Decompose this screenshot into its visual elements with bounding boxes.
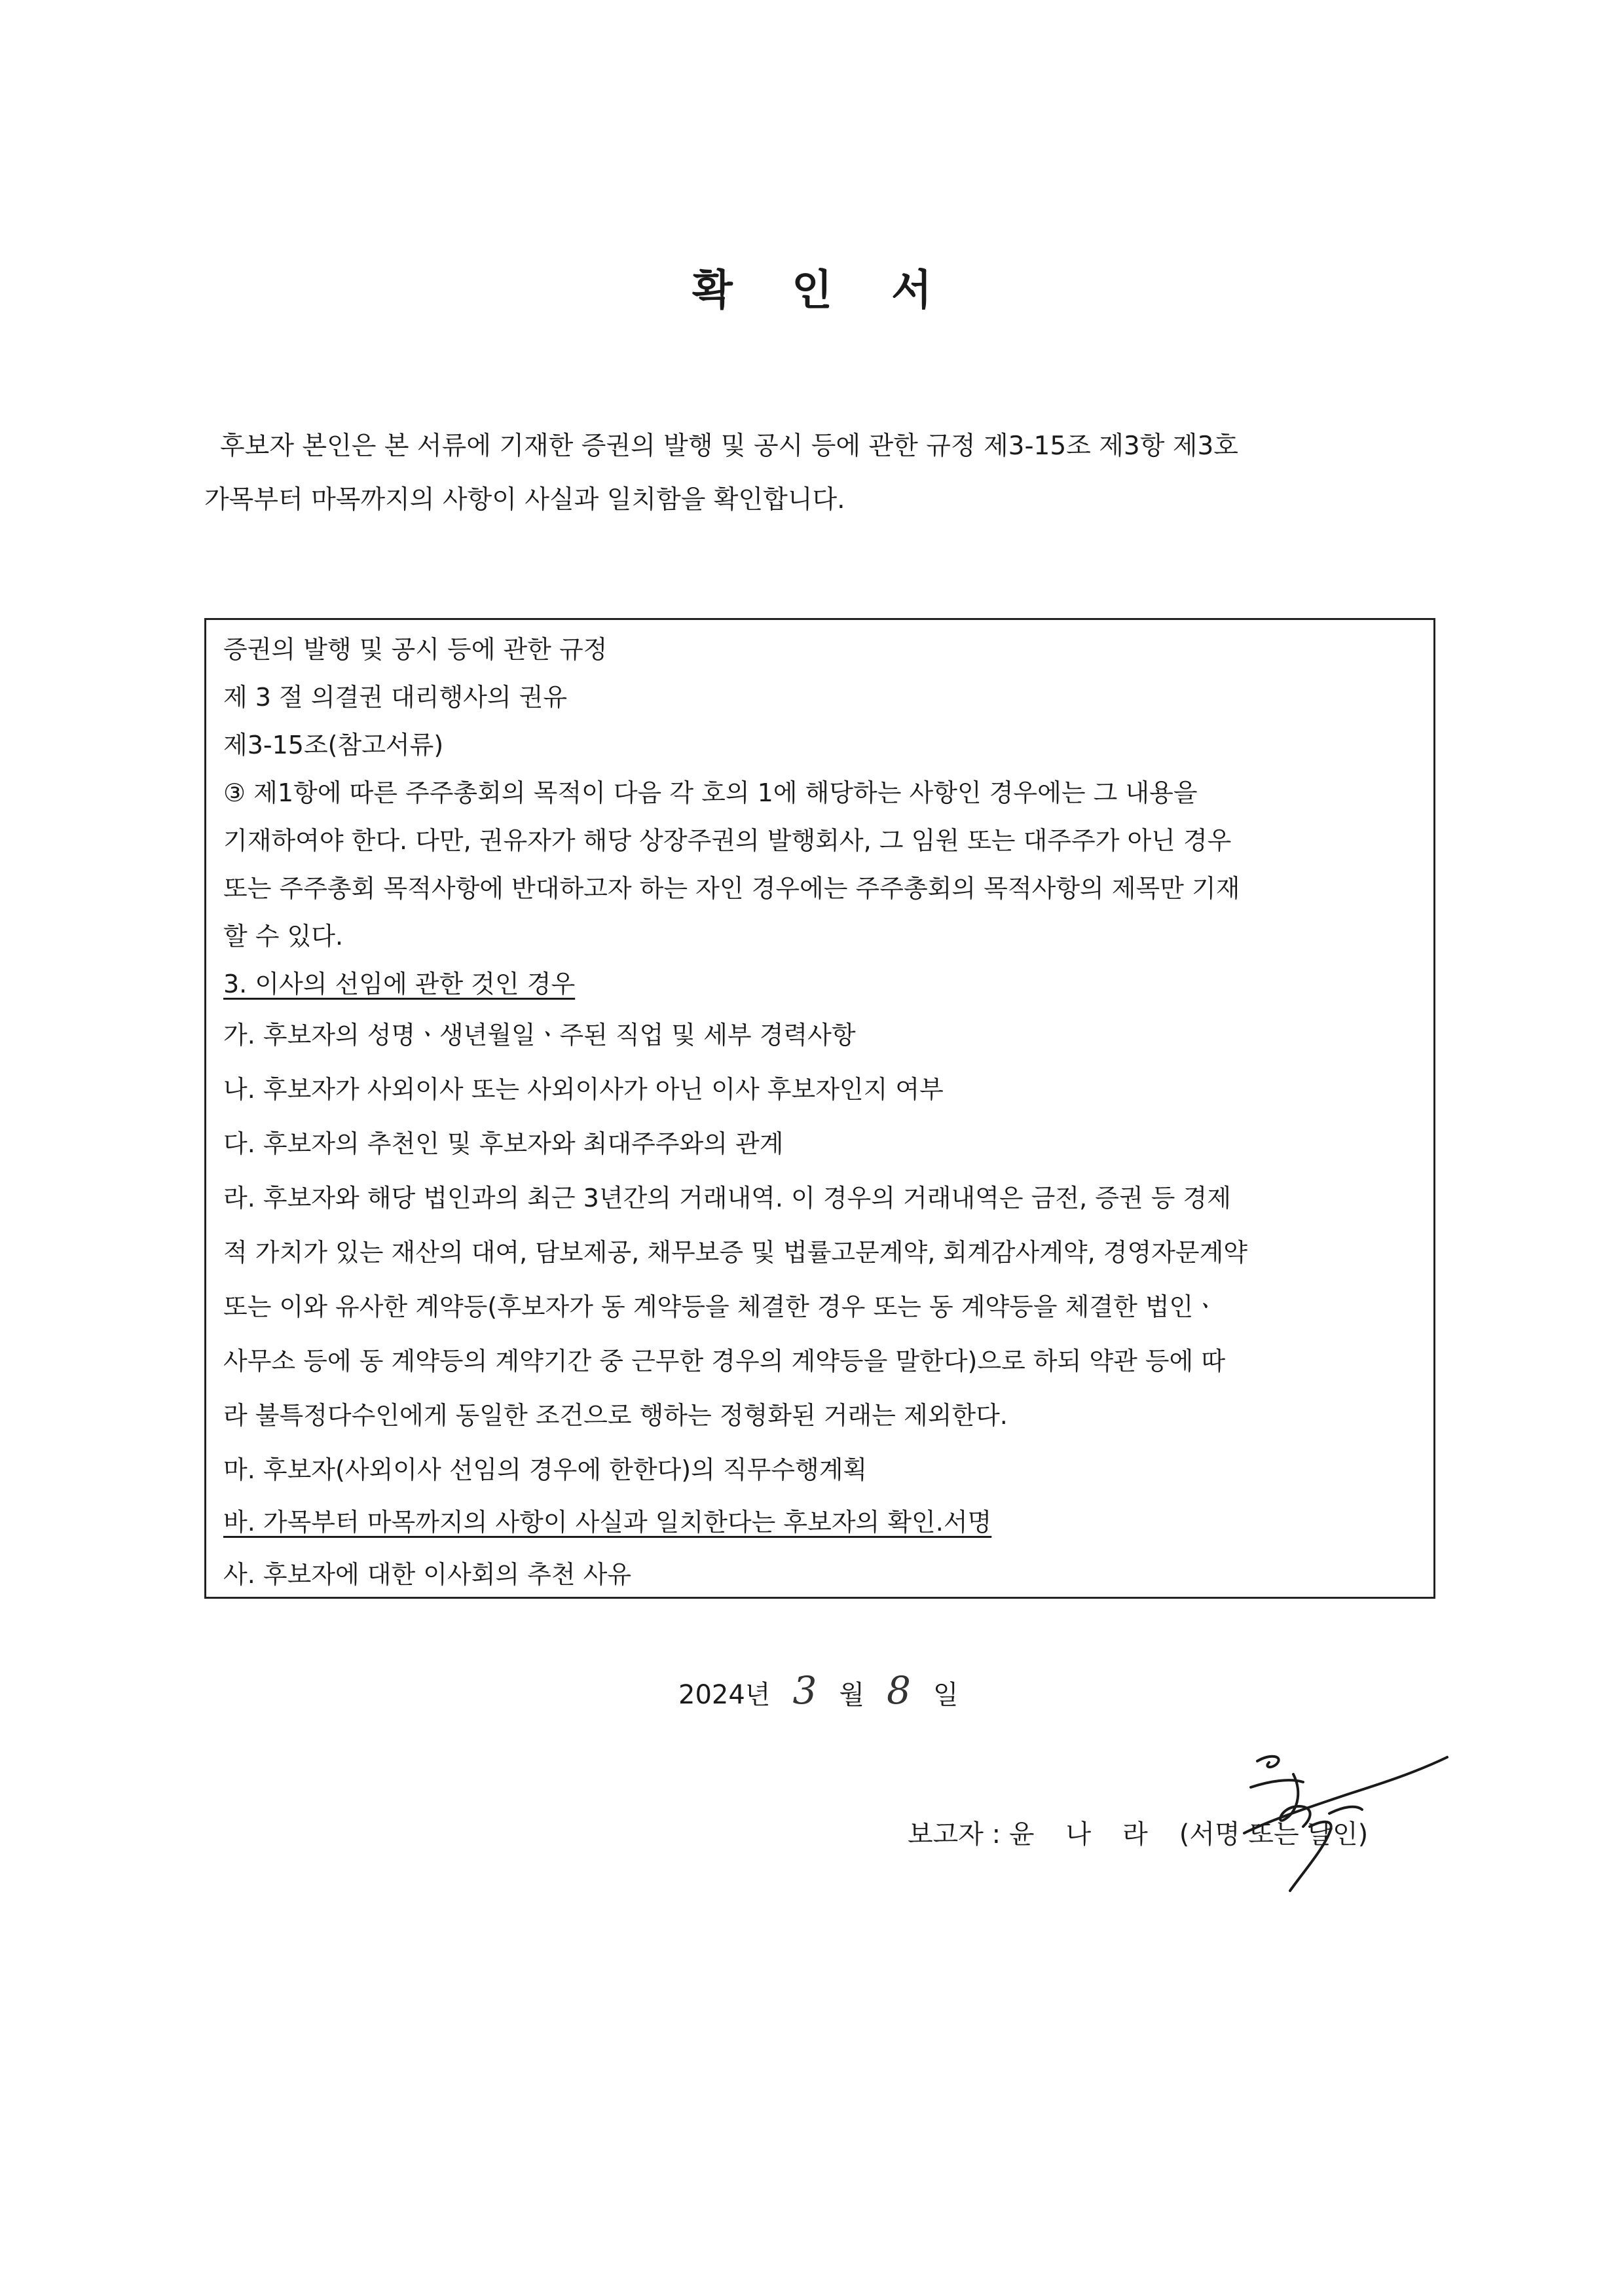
box-line: 가. 후보자의 성명ㆍ생년월일ㆍ주된 직업 및 세부 경력사항 [223,1021,856,1049]
box-line: 기재하여야 한다. 다만, 권유자가 해당 상장주권의 발행회사, 그 임원 또는 대주주가 아닌 경우 [223,826,1232,855]
date-day-handwritten: 8 [886,1668,911,1713]
box-line: 증권의 발행 및 공시 등에 관한 규정 [223,635,608,664]
box-line: 라. 후보자와 해당 법인과의 최근 3년간의 거래내역. 이 경우의 거래내역은 금전, 증권 등 경제 [223,1184,1231,1212]
box-line: 라 불특정다수인에게 동일한 조건으로 행하는 정형화된 거래는 제외한다. [223,1401,1008,1430]
box-line: 적 가치가 있는 재산의 대여, 담보제공, 채무보증 및 법률고문계약, 회계감사계약, 경영자문계약 [223,1238,1248,1267]
reporter-name-2: 나 [1065,1819,1092,1850]
box-line: 마. 후보자(사외이사 선임의 경우에 한한다)의 직무수행계획 [223,1455,868,1484]
document-title: 확 인 서 [692,266,955,315]
handwritten-signature [1231,1741,1454,1899]
sign-or-seal-note: (서명 또는 날인) [1179,1819,1369,1850]
box-line: 사. 후보자에 대한 이사회의 추천 사유 [223,1560,632,1589]
reporter-name-3: 라 [1122,1819,1148,1850]
box-line: 제3-15조(참고서류) [223,731,444,759]
box-line: 또는 이와 유사한 계약등(후보자가 동 계약등을 체결한 경우 또는 동 계약등을 체결한 법인ㆍ [223,1292,1217,1321]
date-month-label: 월 [839,1680,864,1710]
date-month-handwritten: 3 [792,1668,817,1713]
reporter-name-1: 윤 [1008,1819,1035,1850]
box-line: 할 수 있다. [223,922,344,951]
box-line-underlined: 바. 가목부터 마목까지의 사항이 사실과 일치한다는 후보자의 확인.서명 [223,1508,992,1537]
intro-line-2: 가목부터 마목까지의 사항이 사실과 일치함을 확인합니다. [204,485,845,515]
box-line: 또는 주주총회 목적사항에 반대하고자 하는 자인 경우에는 주주총회의 목적사항의 제목만 기재 [223,874,1240,903]
box-line: 사무소 등에 동 계약등의 계약기간 중 근무한 경우의 계약등을 말한다)으로 하되 약관 등에 따 [223,1347,1226,1376]
regulation-excerpt-box [204,618,1435,1599]
box-line: 제 3 절 의결권 대리행사의 권유 [223,683,568,712]
date-year: 2024년 [678,1680,771,1710]
reporter-label: 보고자 : [908,1819,1009,1850]
box-line: ③ 제1항에 따른 주주총회의 목적이 다음 각 호의 1에 해당하는 사항인 경우에는 그 내용을 [223,778,1198,807]
box-heading-underlined: 3. 이사의 선임에 관한 것인 경우 [223,970,576,998]
box-line: 다. 후보자의 추천인 및 후보자와 최대주주와의 관계 [223,1129,784,1158]
date-day-label: 일 [932,1680,959,1710]
date-line [678,1668,959,1713]
box-line: 나. 후보자가 사외이사 또는 사외이사가 아닌 이사 후보자인지 여부 [223,1075,944,1104]
intro-line-1: 후보자 본인은 본 서류에 기재한 증권의 발행 및 공시 등에 관한 규정 제3-15조 제3항 제3호 [220,431,1238,461]
